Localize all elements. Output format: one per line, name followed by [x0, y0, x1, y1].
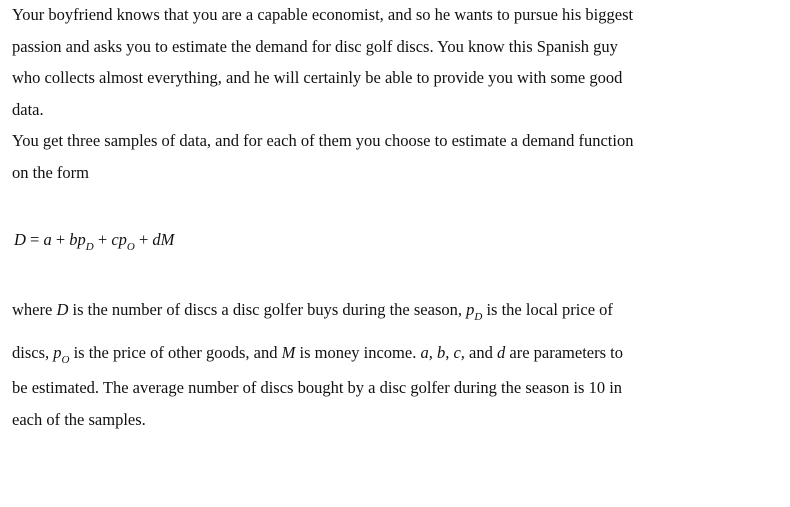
text-span: discs,	[12, 343, 54, 362]
eq-sub: D	[85, 241, 94, 253]
text-span: is the number of discs a disc golfer buys during the season,	[68, 300, 467, 319]
var-sub: D	[474, 311, 483, 323]
text-line: who collects almost everything, and he will certainly be able to provide you with some good	[12, 68, 623, 87]
eq-term-c: cp	[111, 230, 127, 249]
var-D: D	[56, 300, 69, 319]
text-span: where	[12, 300, 57, 319]
text-span: is money income.	[295, 343, 421, 362]
text-line	[12, 300, 613, 323]
eq-lhs: D	[14, 230, 26, 249]
text-line	[12, 343, 623, 366]
eq-plus: +	[93, 230, 112, 249]
var-M: M	[281, 343, 296, 362]
eq-plus: +	[134, 230, 153, 249]
text-line: be estimated. The average number of discs bought by a disc golfer during the season is 10 in	[12, 378, 623, 397]
eq-term-a: a	[43, 230, 52, 249]
eq-sub: O	[126, 241, 135, 253]
text-span: and	[464, 343, 497, 362]
var-p: p	[466, 300, 475, 319]
var-p: p	[53, 343, 62, 362]
text-line: data.	[12, 100, 44, 119]
eq-term-b: bp	[69, 230, 86, 249]
var-sub: O	[61, 354, 70, 366]
text-line: You get three samples of data, and for each of them you choose to estimate a demand function	[12, 131, 634, 150]
text-line: on the form	[12, 163, 89, 182]
text-line: each of the samples.	[12, 410, 146, 429]
var-params: a, b, c,	[420, 343, 465, 362]
text-span: is the local price of	[482, 300, 613, 319]
var-d: d	[497, 343, 506, 362]
demand-equation	[14, 230, 175, 253]
text-line: passion and asks you to estimate the demand for disc golf discs. You know this Spanish guy	[12, 37, 618, 56]
eq-plus: +	[51, 230, 70, 249]
text-span: are parameters to	[505, 343, 623, 362]
eq-equals: =	[25, 230, 44, 249]
text-line: Your boyfriend knows that you are a capable economist, and so he wants to pursue his biggest	[12, 5, 634, 24]
text-span: is the price of other goods, and	[69, 343, 282, 362]
eq-term-d: dM	[152, 230, 175, 249]
